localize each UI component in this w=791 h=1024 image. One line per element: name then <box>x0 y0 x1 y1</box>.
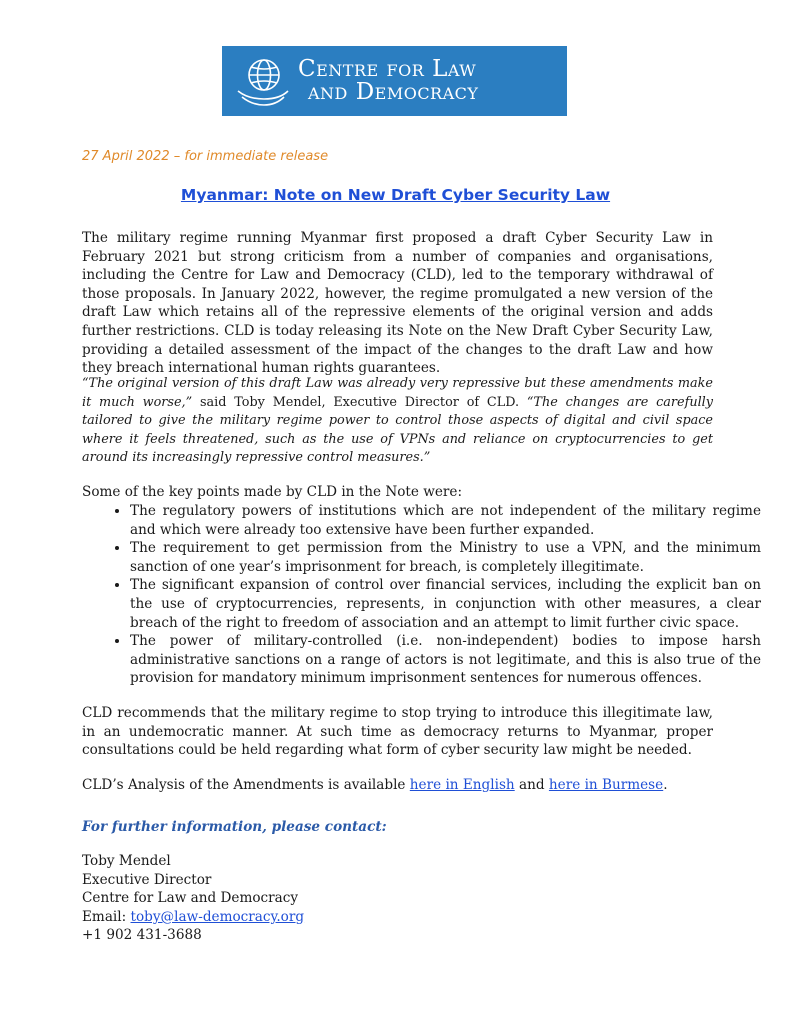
list-item: • The regulatory powers of institutions which are not independent of the military regime and which were already too extensive have been further expanded. <box>130 502 761 539</box>
analysis-paragraph <box>82 776 713 795</box>
email-label: Email: <box>82 908 131 925</box>
contact-name: Toby Mendel <box>82 853 171 869</box>
link-burmese[interactable]: here in Burmese <box>548 777 664 793</box>
analysis-middle: and <box>514 777 549 793</box>
quote-paragraph <box>82 375 713 468</box>
logo-line-1: Centre for Law <box>298 55 477 82</box>
intro-paragraph: The military regime running Myanmar first proposed a draft Cyber Security Law in February 2021 but strong criticism from a number of companies and organisations, including the Centre for Law and Democracy (CLD), led to the temporary withdrawal of those proposals. In January 2022, however, the regime promulgated a new version of the draft Law which retains all of the repressive elements of the original version and adds further restrictions. CLD is today releasing its Note on the New Draft Cyber Security Law, providing a detailed assessment of the impact of the changes to the draft Law and how they breach international human rights guarantees. <box>82 230 713 377</box>
quote-part-2: “The changes are carefully tailored to give the military regime power to control those aspects of digital and civil space where it feels threatened, such as the use of VPNs and reliance on cryptocurrencies to get around its increasingly repressive control measures.” <box>82 394 713 466</box>
contact-email-line <box>82 908 304 927</box>
key-points-list <box>82 502 761 688</box>
list-item: • The requirement to get permission from the Ministry to use a VPN, and the minimum sanction of one year’s imprisonment for breach, is completely illegitimate. <box>130 539 761 576</box>
contact-heading: For further information, please contact: <box>82 819 387 835</box>
cld-logo <box>222 46 567 116</box>
analysis-suffix: . <box>663 777 668 793</box>
link-english[interactable]: here in English <box>409 777 515 793</box>
globe-hands-icon <box>234 53 292 109</box>
list-item: • The power of military-controlled (i.e. non-independent) bodies to impose harsh administrative sanctions on a range of actors is not legitimate, and this is also true of the provision for mandatory minimum imprisonment sentences for numerous offences. <box>130 632 761 688</box>
recommendation-paragraph: CLD recommends that the military regime to stop trying to introduce this illegitimate law, in an undemocratic manner. At such time as democracy returns to Myanmar, proper consultations could be held regarding what form of cyber security law might be needed. <box>82 705 713 759</box>
page-title[interactable]: Myanmar: Note on New Draft Cyber Security Law <box>180 186 611 204</box>
contact-org: Centre for Law and Democracy <box>82 890 299 907</box>
contact-role: Executive Director <box>82 871 212 888</box>
logo-line-2: and Democracy <box>308 79 479 105</box>
quote-attribution: said Toby Mendel, Executive Director of CLD. <box>192 394 527 410</box>
key-points-intro: Some of the key points made by CLD in the Note were: <box>82 484 463 500</box>
release-date: 27 April 2022 – for immediate release <box>82 149 329 164</box>
quote-part-1: “The original version of this draft Law was already very repressive but these amendments make it much worse,” <box>82 376 713 410</box>
list-item: • The significant expansion of control over financial services, including the explicit ban on the use of cryptocurrencies, represents, in conjunction with other measures, a clear breach of the right to freedom of association and an attempt to limit further civic space. <box>130 576 761 632</box>
analysis-prefix: CLD’s Analysis of the Amendments is available <box>82 777 410 793</box>
email-link[interactable]: toby@law-democracy.org <box>130 908 305 925</box>
contact-phone: +1 902 431-3688 <box>82 927 202 944</box>
contact-block <box>82 852 304 945</box>
